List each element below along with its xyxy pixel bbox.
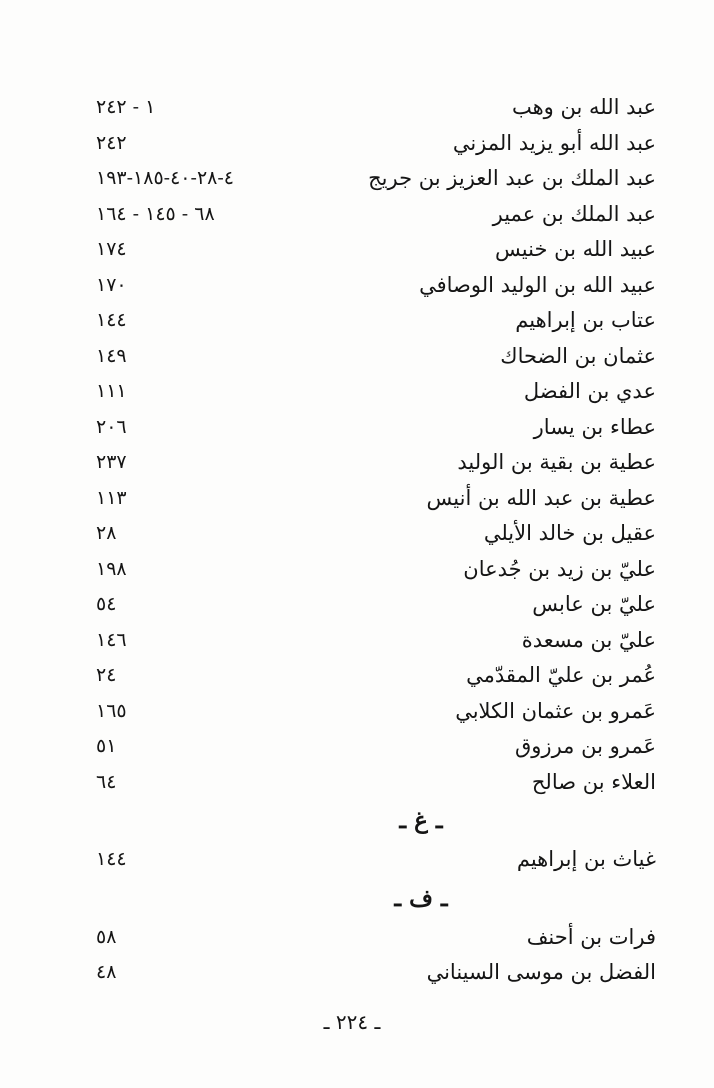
entry-pages: ٢٠٦ <box>96 415 127 438</box>
entry-name: عدي بن الفضل <box>523 379 656 403</box>
page-footer <box>0 1010 714 1034</box>
section-letter: ـ غ ـ <box>399 807 443 834</box>
entry-name: عبد الله بن وهب <box>511 95 656 119</box>
index-entry <box>96 516 656 552</box>
entry-name: عبد الله أبو يزيد المزني <box>452 130 656 155</box>
entry-name: عُمر بن عليّ المقدّمي <box>466 663 656 687</box>
entry-pages: ١٤٦ <box>96 628 127 651</box>
entry-pages: ٢٨ <box>96 522 117 544</box>
entry-name: عطية بن عبد الله بن أنيس <box>426 485 656 510</box>
entry-pages: ٢٤٢ <box>96 131 127 154</box>
section-letter: ـ ف ـ <box>394 884 448 912</box>
index-entry <box>96 161 656 197</box>
index-entry <box>96 339 656 375</box>
entry-name: عقيل بن خالد الأيلي <box>483 521 656 545</box>
entry-pages: ٦٤ <box>96 770 117 793</box>
entry-name: العلاء بن صالح <box>531 769 656 794</box>
index-entry <box>96 268 656 304</box>
entry-pages: ٦٨ - ١٤٥ - ١٦٤ <box>96 202 215 225</box>
entry-name: عطاء بن يسار <box>533 414 656 439</box>
index-entry <box>96 955 656 991</box>
entry-pages: ١١٣ <box>96 486 127 509</box>
entry-name: عبيد الله بن الوليد الوصافي <box>419 272 656 297</box>
index-entry <box>96 481 656 517</box>
entry-name: عليّ بن مسعدة <box>521 627 656 652</box>
index-entry <box>96 445 656 481</box>
index-entry <box>96 410 656 446</box>
entry-name: عتاب بن إبراهيم <box>515 308 656 332</box>
index-entry <box>96 374 656 410</box>
index-entry <box>96 729 656 765</box>
entry-name: عَمرو بن مرزوق <box>515 734 656 758</box>
entry-pages: ١٤٤ <box>96 848 127 870</box>
entry-pages: ١٦٥ <box>96 699 127 722</box>
entry-pages: ١٤٤ <box>96 309 127 331</box>
entry-name: عَمرو بن عثمان الكلابي <box>455 698 656 723</box>
index-entry <box>96 197 656 233</box>
index-entry <box>96 587 656 623</box>
index-entry <box>96 623 656 659</box>
page-number: ـ ٢٢٤ ـ <box>323 1010 381 1034</box>
index-entry <box>96 765 656 801</box>
entry-name: عبيد الله بن خنيس <box>495 237 656 261</box>
entry-name: عليّ بن عابس <box>532 592 656 616</box>
index-entry <box>96 842 656 878</box>
entry-pages: ١ - ٢٤٢ <box>96 96 156 118</box>
entry-name: عليّ بن زيد بن جُدعان <box>463 556 656 581</box>
entry-pages: ٤٨ <box>96 961 117 983</box>
entry-pages: ٥٤ <box>96 593 117 615</box>
index-entry <box>96 694 656 730</box>
index-entry <box>96 126 656 162</box>
index-entry <box>96 90 656 126</box>
entry-name: عبد الملك بن عمير <box>492 201 656 226</box>
entry-pages: ١٧٠ <box>96 273 127 296</box>
entry-pages: ٥٨ <box>96 925 117 948</box>
entry-name: عطية بن بقية بن الوليد <box>457 450 656 474</box>
index-entry <box>96 552 656 588</box>
entry-name: عثمان بن الضحاك <box>500 343 656 368</box>
index-entry <box>96 232 656 268</box>
index-entry <box>96 920 656 956</box>
entry-name: غياث بن إبراهيم <box>516 847 656 871</box>
section-header-fa <box>96 878 656 920</box>
entry-pages: ٥١ <box>96 735 117 757</box>
entry-pages: ٤-٢٨-٤٠-١٨٥-١٩٣ <box>96 167 234 189</box>
index-entry <box>96 658 656 694</box>
entry-name: فرات بن أحنف <box>526 924 656 949</box>
entry-pages: ٢٤ <box>96 664 117 686</box>
entry-pages: ٢٣٧ <box>96 451 127 473</box>
entry-pages: ١٧٤ <box>96 238 127 260</box>
index-entry <box>96 303 656 339</box>
entry-name: الفضل بن موسى السيناني <box>426 960 656 984</box>
index-list <box>96 90 656 991</box>
entry-pages: ١٤٩ <box>96 344 127 367</box>
section-header-ghain <box>96 800 656 842</box>
entry-name: عبد الملك بن عبد العزيز بن جريج <box>368 166 656 190</box>
entry-pages: ١٩٨ <box>96 557 127 580</box>
entry-pages: ١١١ <box>96 380 127 402</box>
